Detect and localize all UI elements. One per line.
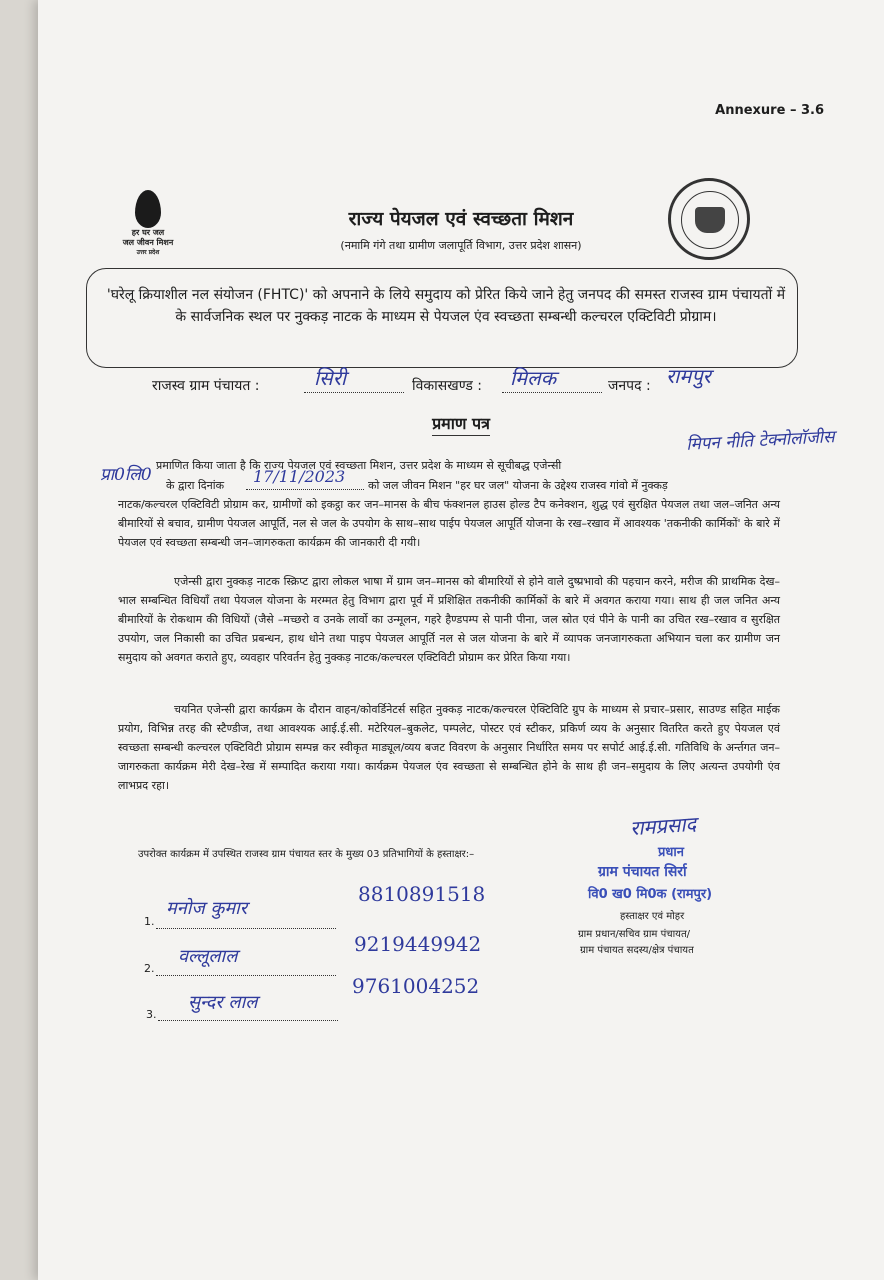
date-line [246, 489, 364, 490]
program-heading: 'घरेलू क्रियाशील नल संयोजन (FHTC)' को अपनाने के लिये समुदाय को प्रेरित किये जाने हेतु जनपद की समस्त राजस्व ग्राम पंचायतों में के सार्वजनिक स्थल पर नुक्कड़ नाटक के माध्यम से पेयजल एंव स्वच्छता सम्बन्धी कल्चरल एक्टिविटी प्रोग्राम। [106, 287, 786, 325]
para1-date-label: के द्वारा दिनांक [166, 479, 225, 492]
participant-line [156, 975, 336, 976]
certificate-title-text: प्रमाण पत्र [432, 414, 490, 436]
agency-suffix-handwritten: प्रा0लि0 [100, 465, 152, 485]
participant-name: वल्लूलाल [178, 946, 238, 967]
participant-phone: 8810891518 [358, 882, 486, 906]
para2: एजेन्सी द्वारा नुक्कड़ नाटक स्क्रिप्ट द्वारा लोकल भाषा में ग्राम जन–मानस को बीमारियों से होने वाले दुष्प्रभावो की पहचान करने, मरीज की प्राथमिक देख–भाल सम्बन्धित विधियाँ तथा पेयजल योजना के मरम्मत हेतु विभाग द्वारा पूर्व में प्रशिक्षित तकनीकी कार्मिकों के बारे में अवगत कराया गया। साथ ही जल जनित अन्य बीमारियों के रोकथाम की विधियों (जैसे –मच्छरो व उनके लार्वो का उन्मूलन, गहरे हैण्डपम्प से पानी पीना, जल स्रोत एवं पीने के पानी का उचित रख–रखाव व सुरक्षित उपयोग, जल निकासी का उचित प्रबन्धन, हाथ धोने तथा पाइप पेयजल आपूर्ति नल से जल योजना के बारे में व्यापक जनजागरुकता अभियान चला कर ग्रामीण जन समुदाय को अवगत कराते हुए, व्यवहार परिवर्तन हेतु नुक्कड़ नाटक/कल्चरल एक्टिविटी प्रोग्राम कर प्रेरित किया गया। [118, 575, 780, 664]
pradhan-signature: रामप्रसाद [629, 811, 697, 841]
district-label: जनपद : [608, 378, 651, 394]
participant-line [158, 1020, 338, 1021]
mission-title: राज्य पेयजल एवं स्वच्छता मिशन [348, 208, 574, 230]
date-handwritten: 17/11/2023 [253, 467, 346, 486]
gram-panchayat-line [304, 392, 404, 393]
stamp-line-3: वि0 ख0 मि0क (रामपुर) [588, 887, 713, 902]
block-label: विकासखण्ड : [412, 378, 483, 394]
participant-phone: 9219449942 [354, 932, 482, 956]
logo-line-3: उत्तर प्रदेश [136, 249, 160, 256]
para1-line1: प्रमाणित किया जाता है कि राज्य पेयजल एवं स्वच्छता मिशन, उत्तर प्रदेश के माध्यम से सूचीबद्ध एजेन्सी [156, 459, 562, 472]
district-value: रामपुर [666, 364, 711, 388]
block-line [502, 392, 602, 393]
annexure-number: Annexure – 3.6 [715, 103, 824, 118]
participant-line [156, 928, 336, 929]
stamp-line-1: प्रधान [658, 845, 684, 860]
sign-seal-label: हस्ताक्षर एवं मोहर [620, 911, 685, 922]
mission-subtitle: (नमामि गंगे तथा ग्रामीण जलापूर्ति विभाग, उत्तर प्रदेश शासन) [340, 239, 582, 252]
agency-name-handwritten: मिपन नीति टेक्नोलॉजीस [685, 427, 836, 455]
participant-number: 2. [144, 962, 155, 975]
participant-name: सुन्दर लाल [188, 992, 258, 1013]
signatory-role-1: ग्राम प्रधान/सचिव ग्राम पंचायत/ [578, 929, 691, 940]
signatory-role-2: ग्राम पंचायत सदस्य/क्षेत्र पंचायत [580, 945, 694, 956]
stamp-line-2: ग्राम पंचायत सिर्रा [598, 864, 687, 880]
participant-number: 1. [144, 915, 155, 928]
participant-number: 3. [146, 1008, 157, 1021]
gram-panchayat-label: राजस्व ग्राम पंचायत : [152, 378, 260, 394]
para3: चयनित एजेन्सी द्वारा कार्यक्रम के दौरान वाहन/कोवर्डिनेटर्स सहित नुक्कड़ नाटक/कल्चरल ऐक्टिविटि ग्रुप के माध्यम से प्रचार–प्रसार, साउण्ड सहित माईक प्रयोग, विभिन्न तरह की स्टैण्डीज, तथा आवश्यक आई.ई.सी. मटेरियल–बुकलेट, पम्पलेट, पोस्टर एवं स्टीकर, प्रकिर्ण व्यय के अनुसार वितरित करते हुए पेयजल एवं स्वच्छता सम्बन्धी कल्चरल एक्टिविटी प्रोग्राम सम्पन्न कर स्वीकृत माड्यूल/व्यय बजट विवरण के अनुसार निर्धारित समय पर सपोर्ट आई.ई.सी. गतिविधि के अर्न्तगत जन–जागरुकता कार्यक्रम मेरी देख–रेख में सम्पादित कराया गया। कार्यक्रम पेयजल एंव स्वच्छता से सम्बन्धित होने के साथ ही जन–समुदाय के लिए अत्यन्त उपयोगी एंव लाभप्रद रहा। [118, 703, 780, 792]
participant-name: मनोज कुमार [166, 898, 248, 919]
logo-line-2: जल जीवन मिशन [122, 238, 174, 247]
para1-body: नाटक/कल्चरल एक्टिविटी प्रोग्राम कर, ग्रामीणों को इकट्ठा कर जन–मानस के बीच फंक्शनल हाउस होल्ड टैप कनेक्शन, शुद्ध एवं सुरक्षित पेयजल तथा जल–जनित अन्य बीमारियों से बचाव, ग्रामीण पेयजल आपूर्ति, नल से जल के उपयोग के साथ–साथ पाईप पेयजल आपूर्ति योजना के रख–रखाव में आवश्यक 'तकनीकी कार्मिकों' के बारे में पेयजल एवं स्वच्छता सम्बन्धी जन–जागरुकता कार्यक्रम की जानकारी दी गयी। [118, 498, 780, 549]
document-page [38, 0, 884, 1280]
para1-line2: को जल जीवन मिशन "हर घर जल" योजना के उद्देश्य राजस्व गांवो में नुक्कड़ [368, 479, 668, 492]
block-value: मिलक [510, 366, 557, 390]
participants-intro: उपरोक्त कार्यक्रम में उपस्थित राजस्व ग्राम पंचायत स्तर के मुख्य 03 प्रतिभागियों के हस्ताक्षर:– [138, 849, 475, 860]
participant-phone: 9761004252 [352, 974, 480, 998]
gram-panchayat-value: सिरी [314, 366, 347, 390]
logo-line-1: हर घर जल [131, 228, 165, 237]
